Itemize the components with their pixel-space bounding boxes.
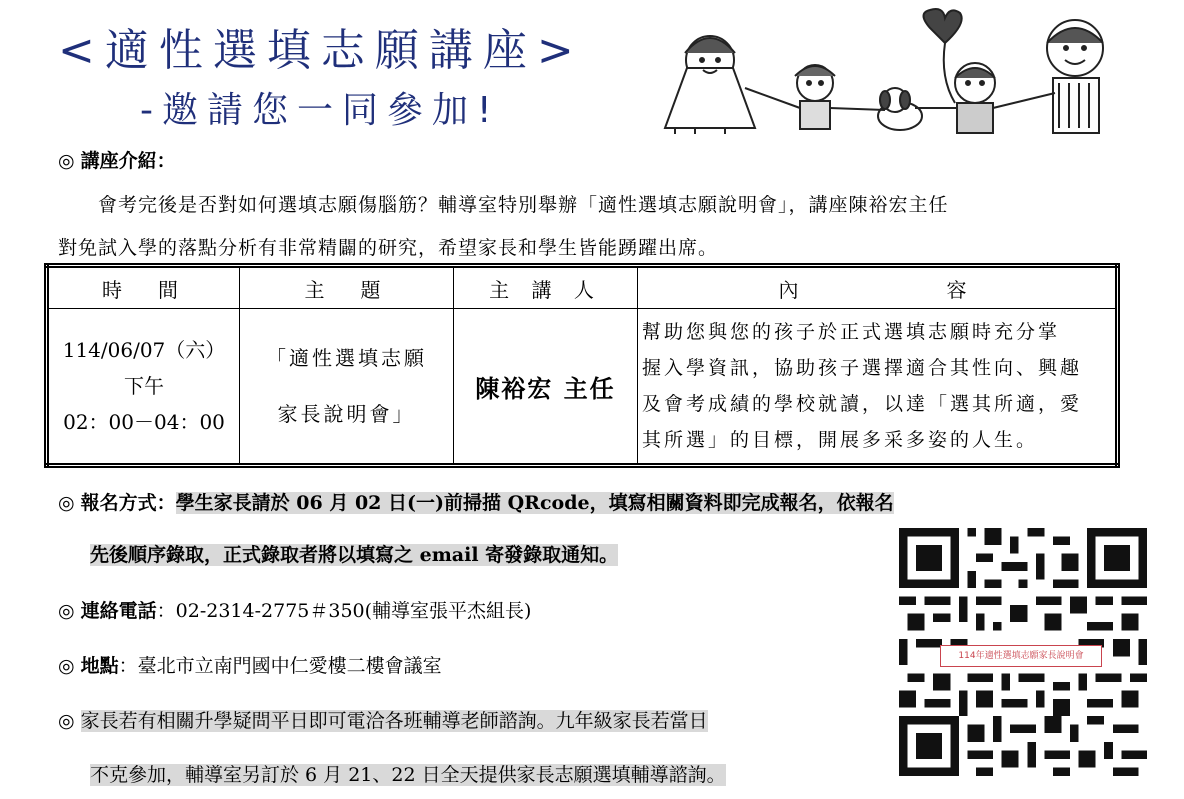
qr-code-label: 114年適性選填志願家長說明會 — [940, 645, 1102, 667]
table-header-row — [47, 266, 1118, 309]
family-illustration — [655, 8, 1175, 138]
registration-colon: ： — [156, 492, 176, 514]
intro-heading-label: 講座介紹： — [80, 150, 176, 172]
table-row — [47, 309, 1118, 466]
header-time: 時 間 — [47, 266, 240, 309]
location-line — [58, 651, 442, 678]
topic-line-2: 家長說明會」 — [277, 402, 416, 426]
header-speaker: 主 講 人 — [454, 266, 638, 309]
content-line-2: 握入學資訊，協助孩子選擇適合其性向、興趣 — [642, 357, 1083, 379]
cell-time — [47, 309, 240, 466]
registration-text-1: 學生家長請於 06 月 02 日(一)前掃描 QRcode，填寫相關資料即完成報名，依報名 — [175, 492, 894, 514]
intro-heading — [58, 146, 176, 173]
phone-label: 連絡電話 — [80, 600, 157, 622]
registration-label: 報名方式 — [80, 492, 157, 514]
cell-topic — [240, 309, 454, 466]
time-range: 02：00－04：00 — [63, 410, 225, 434]
time-date: 114/06/07（六） — [62, 338, 226, 362]
cell-content — [638, 309, 1118, 466]
location-label: 地點 — [80, 655, 119, 677]
note-line-1 — [58, 706, 708, 733]
note-text-2: 不克參加，輔導室另訂於 6 月 21、22 日全天提供家長志願選填輔導諮詢。 — [90, 764, 726, 786]
note-line-2 — [90, 760, 726, 787]
header-topic: 主 題 — [240, 266, 454, 309]
bullet-mark: ◎ — [58, 150, 75, 172]
header-content: 內 容 — [638, 266, 1118, 309]
registration-line-1 — [58, 488, 894, 515]
content-line-4: 其所選」的目標，開展多采多姿的人生。 — [642, 429, 1039, 451]
content-line-3: 及會考成績的學校就讀，以達「選其所適，愛 — [642, 393, 1083, 415]
bullet-mark: ◎ — [58, 710, 75, 732]
cell-speaker: 陳裕宏 主任 — [454, 309, 638, 466]
intro-line-1: 會考完後是否對如何選填志願傷腦筋？輔導室特別舉辦「適性選填志願說明會」，講座陳裕宏主任 — [58, 194, 949, 216]
page-title: <適性選填志願講座> — [58, 25, 584, 76]
schedule-table — [44, 263, 1120, 468]
content-line-1: 幫助您與您的孩子於正式選填志願時充分掌 — [642, 321, 1061, 343]
phone-value: ：02-2314-2775＃350(輔導室張平杰組長) — [156, 600, 532, 622]
intro-line-2: 對免試入學的落點分析有非常精闢的研究，希望家長和學生皆能踴躍出席。 — [58, 237, 719, 259]
bullet-mark: ◎ — [58, 600, 75, 622]
registration-line-2 — [90, 540, 618, 567]
registration-text-2: 先後順序錄取，正式錄取者將以填寫之 email 寄發錄取通知。 — [90, 544, 619, 566]
location-value: ：臺北市立南門國中仁愛樓二樓會議室 — [118, 655, 442, 677]
note-text-1: 家長若有相關升學疑問平日即可電洽各班輔導老師諮詢。九年級家長若當日 — [80, 710, 708, 732]
bullet-mark: ◎ — [58, 492, 75, 514]
page-subtitle: -邀請您一同參加! — [140, 90, 501, 131]
phone-line — [58, 596, 531, 623]
topic-line-1: 「適性選填志願 — [266, 346, 427, 370]
bullet-mark: ◎ — [58, 655, 75, 677]
time-period: 下午 — [124, 374, 164, 398]
